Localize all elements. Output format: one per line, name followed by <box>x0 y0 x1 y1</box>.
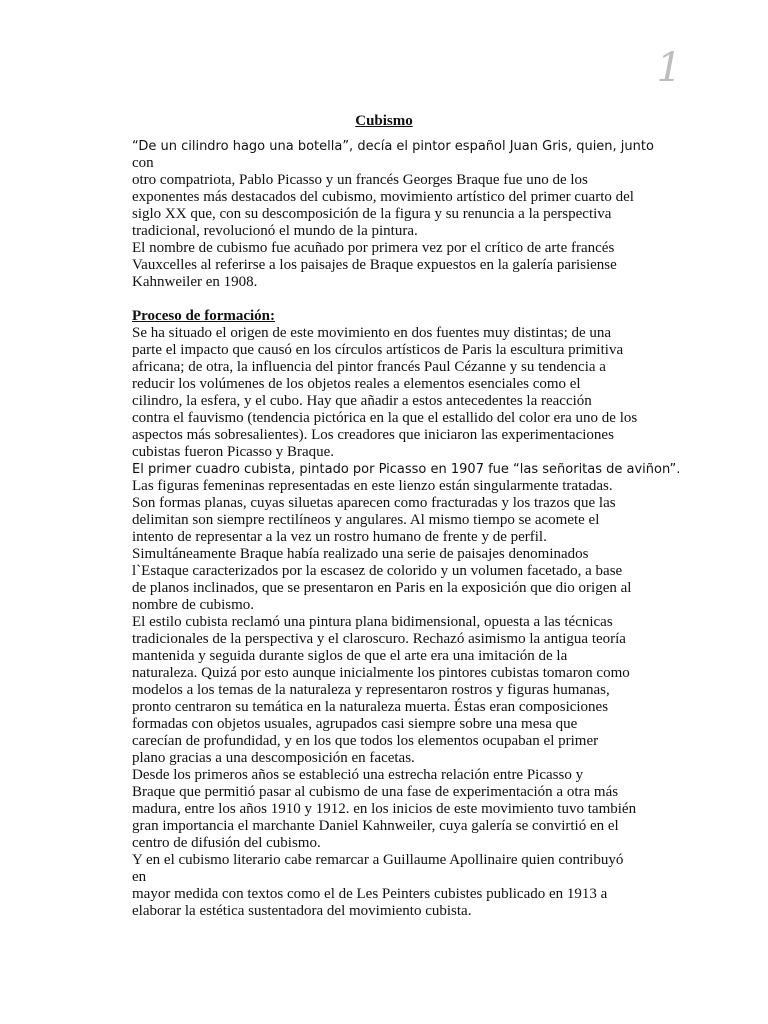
text-line: l`Estaque caracterizados por la escasez de colorido y un volumen facetado, a base <box>132 563 623 579</box>
text-line: Braque que permitió pasar al cubismo de una fase de experimentación a otra más <box>132 784 619 800</box>
text-line: mayor medida con textos como el de Les Peinters cubistes publicado en 1913 a <box>132 886 608 902</box>
paragraph-spacer <box>132 291 662 308</box>
page-number: 1 <box>656 45 682 91</box>
text-line: exponentes más destacados del cubismo, movimiento artístico del primer cuarto del <box>132 189 634 205</box>
text-line: El estilo cubista reclamó una pintura plana bidimensional, opuesta a las técnicas <box>132 614 613 630</box>
text-line: reducir los volúmenes de los objetos reales a elementos esenciales como el <box>132 376 581 392</box>
text-line: delimitan son siempre rectilíneos y angulares. Al mismo tiempo se acomete el <box>132 512 600 528</box>
text-line: El primer cuadro cubista, pintado por Picasso en 1907 fue “las señoritas de aviñon”. <box>132 462 681 477</box>
text-line: gran importancia el marchante Daniel Kahnweiler, cuya galería se convirtió en el <box>132 818 619 834</box>
text-line: con <box>132 155 154 171</box>
text-line: otro compatriota, Pablo Picasso y un francés Georges Braque fue uno de los <box>132 172 588 188</box>
intro-paragraph <box>132 138 662 291</box>
text-line: formadas con objetos usuales, agrupados casi siempre sobre una mesa que <box>132 716 578 732</box>
text-line: de planos inclinados, que se presentaron en Paris en la exposición que dio origen al <box>132 580 632 596</box>
section-heading: Proceso de formación: <box>132 308 276 324</box>
text-line: cubistas fueron Picasso y Braque. <box>132 444 335 460</box>
text-line: en <box>132 869 147 885</box>
text-line: aspectos más sobresalientes). Los creadores que iniciaron las experimentaciones <box>132 427 614 443</box>
text-line: Simultáneamente Braque había realizado una serie de paisajes denominados <box>132 546 589 562</box>
text-line: “De un cilindro hago una botella”, decía el pintor español Juan Gris, quien, junto <box>132 139 654 154</box>
text-line: pronto centraron su temática en la naturaleza muerta. Éstas eran composiciones <box>132 699 609 715</box>
document-title: Cubismo <box>355 113 413 129</box>
text-line: contra el fauvismo (tendencia pictórica en la que el estallido del color era uno de los <box>132 410 638 426</box>
text-line: plano gracias a una descomposición en facetas. <box>132 750 415 766</box>
text-line: nombre de cubismo. <box>132 597 255 613</box>
text-line: intento de representar a la vez un rostro humano de frente y de perfil. <box>132 529 547 545</box>
text-line: El nombre de cubismo fue acuñado por primera vez por el crítico de arte francés <box>132 240 615 256</box>
text-line: cilindro, la esfera, y el cubo. Hay que añadir a estos antecedentes la reacción <box>132 393 592 409</box>
text-line: centro de difusión del cubismo. <box>132 835 321 851</box>
text-line: parte el impacto que causó en los círculos artísticos de Paris la escultura primitiva <box>132 342 624 358</box>
text-line: tradicionales de la perspectiva y el claroscuro. Rechazó asimismo la antigua teoría <box>132 631 626 647</box>
text-line: africana; de otra, la influencia del pintor francés Paul Cézanne y su tendencia a <box>132 359 606 375</box>
text-line: Vauxcelles al referirse a los paisajes de Braque expuestos en la galería parisiense <box>132 257 617 273</box>
text-line: Las figuras femeninas representadas en este lienzo están singularmente tratadas. <box>132 478 613 494</box>
text-line: naturaleza. Quizá por esto aunque inicialmente los pintores cubistas tomaron como <box>132 665 630 681</box>
text-line: carecían de profundidad, y en los que todos los elementos ocupaban el primer <box>132 733 599 749</box>
text-line: mantenida y seguida durante siglos de que el arte era una imitación de la <box>132 648 568 664</box>
text-line: elaborar la estética sustentadora del movimiento cubista. <box>132 903 472 919</box>
text-line: siglo XX que, con su descomposición de la figura y su renuncia a la perspectiva <box>132 206 612 222</box>
text-line: modelos a los temas de la naturaleza y representaron rostros y figuras humanas, <box>132 682 610 698</box>
text-line: Son formas planas, cuyas siluetas aparecen como fracturadas y los trazos que las <box>132 495 616 511</box>
text-line: Y en el cubismo literario cabe remarcar a Guillaume Apollinaire quien contribuyó <box>132 852 624 868</box>
text-line: madura, entre los años 1910 y 1912. en los inicios de este movimiento tuvo también <box>132 801 637 817</box>
text-line: Desde los primeros años se estableció una estrecha relación entre Picasso y <box>132 767 584 783</box>
section-paragraph <box>132 325 681 920</box>
text-line: Se ha situado el origen de este movimiento en dos fuentes muy distintas; de una <box>132 325 612 341</box>
document-body <box>132 138 681 920</box>
text-line: tradicional, revolucionó el mundo de la pintura. <box>132 223 418 239</box>
text-line: Kahnweiler en 1908. <box>132 274 258 290</box>
